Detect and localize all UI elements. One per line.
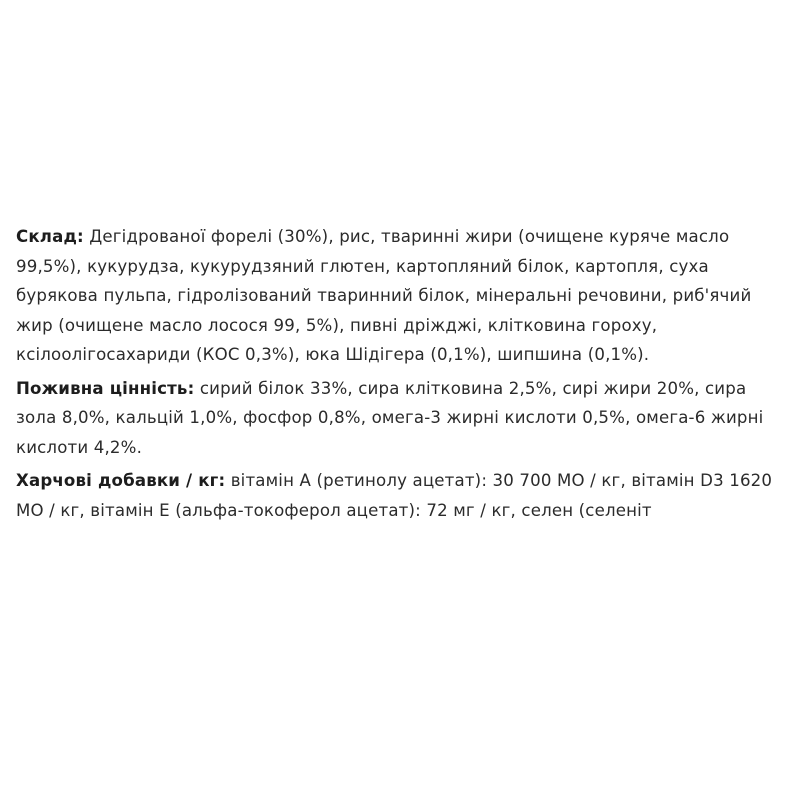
composition-label: Склад: [16, 227, 84, 246]
composition-body: Дегідрованої форелі (30%), рис, тваринні жири (очищене куряче масло 99,5%), кукурудза, кукурудзяний глютен, картопляний білок, картопля, суха бурякова пульпа, гідролізований тваринний білок, мінеральні речовини, риб'ячий жир (очищене масло лосося 99, 5%), пивні дріжджі, клітковина гороху, ксілоолігосахариди (КОС 0,3%), юка Шідігера (0,1%), шипшина (0,1%). [16, 227, 752, 364]
product-description-text [16, 222, 776, 525]
food-additives-body: вітамін А (ретинолу ацетат): 30 700 МО / кг, вітамін D3 1620 МО / кг, вітамін Е (альфа-токоферол ацетат): 72 мг / кг, селен (селеніт [16, 471, 773, 520]
nutritional-value-body: сирий білок 33%, сира клітковина 2,5%, сирі жири 20%, сира зола 8,0%, кальцій 1,0%, фосфор 0,8%, омега-3 жирні кислоти 0,5%, омега-6 жирні кислоти 4,2%. [16, 378, 764, 457]
food-additives-paragraph [16, 466, 776, 525]
nutritional-value-label: Поживна цінність: [16, 378, 195, 398]
composition-paragraph [16, 222, 776, 370]
food-additives-label: Харчові добавки / кг: [16, 471, 226, 490]
nutritional-value-paragraph [16, 374, 776, 463]
